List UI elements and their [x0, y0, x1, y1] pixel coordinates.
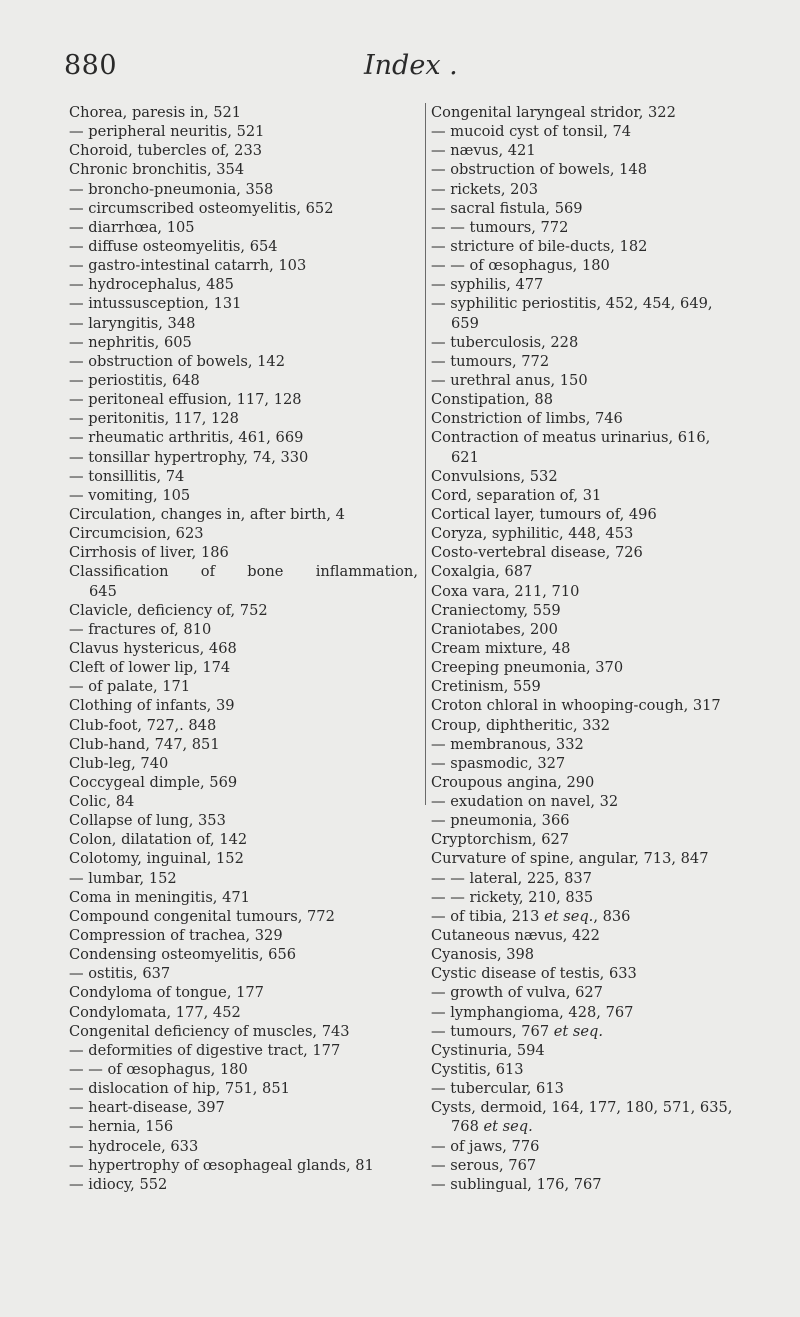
index-entry: Condylomata, 177, 452 [69, 1003, 241, 1021]
index-entry-word: inflammation, [315, 563, 418, 581]
index-entry: — dislocation of hip, 751, 851 [69, 1080, 290, 1098]
index-entry: Circulation, changes in, after birth, 4 [69, 505, 345, 523]
index-column-right [425, 103, 789, 1193]
index-entry: — peripheral neuritis, 521 [69, 123, 265, 141]
index-entry: — membranous, 332 [431, 735, 584, 753]
index-entry-text: , 836 [593, 907, 631, 925]
index-entry: Cleft of lower lip, 174 [69, 659, 231, 677]
index-entry: Cysts, dermoid, 164, 177, 180, 571, 635, [431, 1099, 733, 1117]
index-entry: Craniotabes, 200 [431, 620, 558, 638]
index-entry: Cream mixture, 48 [431, 639, 571, 657]
index-entry: Choroid, tubercles of, 233 [69, 142, 263, 160]
index-entry: — deformities of digestive tract, 177 [69, 1041, 341, 1059]
index-entry [69, 562, 424, 581]
index-entry-continuation: 645 [89, 582, 117, 600]
index-entry: — ostitis, 637 [69, 965, 171, 983]
index-entry: Clothing of infants, 39 [69, 697, 235, 715]
index-entry: — syphilis, 477 [431, 276, 544, 294]
index-entry-justified [69, 562, 418, 581]
index-entry: — laryngitis, 348 [69, 314, 196, 332]
index-entry [429, 907, 789, 926]
index-entry: Condyloma of tongue, 177 [69, 984, 264, 1002]
index-entry: — stricture of bile-ducts, 182 [431, 237, 648, 255]
index-entry: Cortical layer, tumours of, 496 [431, 505, 657, 523]
index-entry: Circumcision, 623 [69, 525, 204, 543]
index-entry: — lymphangioma, 428, 767 [431, 1003, 634, 1021]
index-entry: — of jaws, 776 [431, 1137, 540, 1155]
index-entry: — sacral fistula, 569 [431, 199, 583, 217]
index-entry: Clavicle, deficiency of, 752 [69, 601, 268, 619]
index-entry: — nephritis, 605 [69, 333, 192, 351]
index-entry: Cretinism, 559 [431, 678, 541, 696]
index-entry: Colotomy, inguinal, 152 [69, 850, 244, 868]
index-entry: Chorea, paresis in, 521 [69, 104, 242, 121]
index-column-left [69, 103, 424, 1194]
index-entry: Cirrhosis of liver, 186 [69, 544, 229, 562]
index-entry: — serous, 767 [431, 1156, 537, 1174]
index-entry: Costo-vertebral disease, 726 [431, 544, 643, 562]
index-entry: Contraction of meatus urinarius, 616, [431, 429, 711, 447]
index-entry: Cryptorchism, 627 [431, 831, 570, 849]
index-entry: — — rickety, 210, 835 [431, 888, 594, 906]
index-entry: Coma in meningitis, 471 [69, 888, 250, 906]
index-entry: — fractures of, 810 [69, 620, 212, 638]
page-number: 880 [64, 50, 118, 81]
index-entry: Clavus hystericus, 468 [69, 639, 237, 657]
index-entry: — obstruction of bowels, 142 [69, 352, 285, 370]
index-entry-text: 768 [451, 1118, 479, 1136]
index-entry: Congenital laryngeal stridor, 322 [431, 104, 676, 121]
index-entry: — — of œsophagus, 180 [431, 257, 610, 275]
index-entry: — circumscribed osteomyelitis, 652 [69, 199, 334, 217]
index-entry: — mucoid cyst of tonsil, 74 [431, 123, 632, 141]
index-entry: Collapse of lung, 353 [69, 812, 226, 830]
index-entry: — heart-disease, 397 [69, 1099, 225, 1117]
index-entry: — hypertrophy of œsophageal glands, 81 [69, 1156, 374, 1174]
index-entry: — — tumours, 772 [431, 218, 569, 236]
index-entry: Coryza, syphilitic, 448, 453 [431, 525, 634, 543]
page-header [0, 50, 800, 90]
index-entry-continuation [429, 1117, 789, 1136]
index-entry: Creeping pneumonia, 370 [431, 659, 624, 677]
index-entry-italic: et seq. [544, 907, 594, 925]
index-entry: — of palate, 171 [69, 678, 191, 696]
index-entry: Club-foot, 727,. 848 [69, 716, 217, 734]
index-entry: — — of œsophagus, 180 [69, 1061, 248, 1079]
index-entry: — idiocy, 552 [69, 1175, 168, 1193]
index-entry: — pneumonia, 366 [431, 812, 570, 830]
index-entry: Condensing osteomyelitis, 656 [69, 946, 297, 964]
index-entry: — hernia, 156 [69, 1118, 174, 1136]
index-entry [429, 1022, 789, 1041]
index-entry: Constriction of limbs, 746 [431, 410, 623, 428]
running-head: Index . [364, 50, 458, 81]
index-entry: — growth of vulva, 627 [431, 984, 603, 1002]
index-entry: — peritonitis, 117, 128 [69, 410, 239, 428]
index-entry: Croton chloral in whooping-cough, 317 [431, 697, 721, 715]
index-entry: — urethral anus, 150 [431, 371, 588, 389]
index-entry: — diarrhœa, 105 [69, 218, 195, 236]
index-entry: Club-hand, 747, 851 [69, 735, 220, 753]
index-entry: Cystic disease of testis, 633 [431, 965, 637, 983]
index-entry: — tonsillitis, 74 [69, 467, 185, 485]
index-entry: Club-leg, 740 [69, 754, 169, 772]
index-entry-word: Classification [69, 563, 169, 581]
index-entry: — peritoneal effusion, 117, 128 [69, 391, 302, 409]
index-entry: Cystinuria, 594 [431, 1041, 545, 1059]
index-entry-text: — of tibia, 213 [431, 907, 540, 925]
index-entry: Curvature of spine, angular, 713, 847 [431, 850, 709, 868]
index-entry: Cystitis, 613 [431, 1061, 524, 1079]
index-entry: Croupous angina, 290 [431, 773, 595, 791]
index-entry: — tuberculosis, 228 [431, 333, 579, 351]
index-entry: — spasmodic, 327 [431, 754, 566, 772]
index-entry: — lumbar, 152 [69, 869, 177, 887]
index-entry: Cutaneous nævus, 422 [431, 927, 600, 945]
index-entry: — tubercular, 613 [431, 1080, 564, 1098]
index-entry: — — lateral, 225, 837 [431, 869, 592, 887]
index-entry-italic: et seq. [553, 1022, 604, 1040]
index-entry: — broncho-pneumonia, 358 [69, 180, 274, 198]
index-entry: — intussusception, 131 [69, 295, 242, 313]
index-entry: — hydrocele, 633 [69, 1137, 199, 1155]
index-entry-continuation: 659 [451, 314, 479, 332]
index-entry-continuation: 621 [451, 448, 479, 466]
index-entry: Croup, diphtheritic, 332 [431, 716, 611, 734]
index-entry-italic: et seq. [483, 1118, 533, 1136]
index-entry: — syphilitic periostitis, 452, 454, 649, [431, 295, 713, 313]
index-entry: — obstruction of bowels, 148 [431, 161, 647, 179]
index-entry: — rheumatic arthritis, 461, 669 [69, 429, 304, 447]
index-entry: — vomiting, 105 [69, 486, 191, 504]
index-entry: — hydrocephalus, 485 [69, 276, 234, 294]
index-entry: Cord, separation of, 31 [431, 486, 602, 504]
index-entry: Cyanosis, 398 [431, 946, 535, 964]
index-entry: — nævus, 421 [431, 142, 536, 160]
index-entry: — periostitis, 648 [69, 371, 200, 389]
index-entry-word: bone [247, 563, 284, 581]
index-entry: Craniectomy, 559 [431, 601, 561, 619]
index-entry: Congenital deficiency of muscles, 743 [69, 1022, 350, 1040]
index-entry: — tumours, 772 [431, 352, 550, 370]
index-entry: Chronic bronchitis, 354 [69, 161, 245, 179]
index-entry-word: of [200, 563, 215, 581]
index-entry: — sublingual, 176, 767 [431, 1175, 602, 1193]
index-entry: Constipation, 88 [431, 391, 553, 409]
index-entry: Coccygeal dimple, 569 [69, 773, 238, 791]
index-entry: — gastro-intestinal catarrh, 103 [69, 257, 307, 275]
index-entry: — diffuse osteomyelitis, 654 [69, 237, 278, 255]
index-entry: — exudation on navel, 32 [431, 793, 619, 811]
index-entry: — tonsillar hypertrophy, 74, 330 [69, 448, 309, 466]
index-entry: Coxalgia, 687 [431, 563, 533, 581]
index-entry: Compression of trachea, 329 [69, 927, 283, 945]
index-entry: Coxa vara, 211, 710 [431, 582, 580, 600]
index-entry: Convulsions, 532 [431, 467, 558, 485]
index-entry: Compound congenital tumours, 772 [69, 907, 335, 925]
index-entry: Colon, dilatation of, 142 [69, 831, 248, 849]
index-entry: — rickets, 203 [431, 180, 539, 198]
index-entry: Colic, 84 [69, 793, 135, 811]
index-entry-text: — tumours, 767 [431, 1022, 550, 1040]
